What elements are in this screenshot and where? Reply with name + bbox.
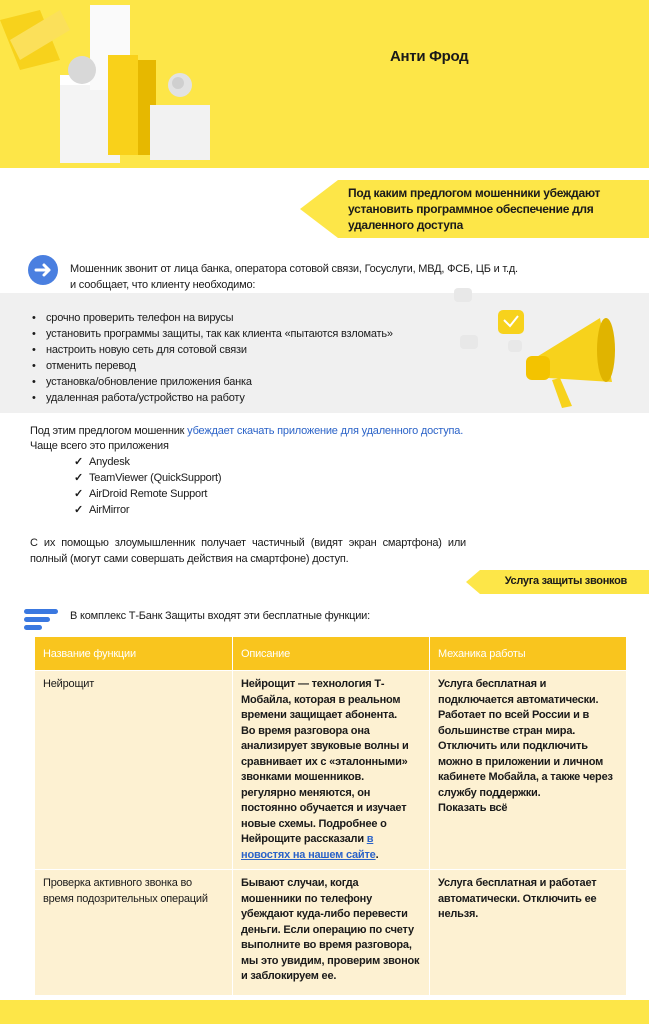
- header-band: [0, 0, 649, 168]
- cell-text: Услуга бесплатная и подключается автоматически. Работает по всей России и в большинстве стран мира. Отключить или подключить можно в приложении и личном кабинете Мобайла, а также через службу поддержки.: [438, 678, 613, 799]
- header-illustration: [0, 0, 240, 168]
- table-header-row: [35, 637, 627, 671]
- table-cell: Услуга бесплатная и работает автоматически. Отключить ее нельзя.: [430, 870, 627, 996]
- list-item: • отменить перевод: [32, 359, 452, 375]
- question-line-3: удаленного доступа: [348, 218, 463, 232]
- question-banner-text: [348, 185, 638, 233]
- table-row: [35, 870, 627, 996]
- pretext-highlight: убеждает скачать приложение для удаленного доступа.: [187, 425, 464, 437]
- list-item: • срочно проверить телефон на вирусы: [32, 311, 452, 327]
- intro-line-1: Мошенник звонит от лица банка, оператора сотовой связи, Госуслуги, МВД, ФСБ, ЦБ и т.д.: [70, 263, 518, 275]
- table-cell: Проверка активного звонка во время подозрительных операций: [35, 870, 233, 996]
- pretext-bullet-list: [32, 311, 452, 406]
- cell-text: Нейрощит — технология Т-Мобайла, которая в реальном времени защищает абонента.: [241, 678, 401, 721]
- footer-band: [0, 1000, 649, 1024]
- cell-text-end: .: [375, 848, 379, 861]
- service-banner-text: Услуга защиты звонков: [504, 575, 627, 587]
- question-line-2: установить программное обеспечение для: [348, 202, 594, 216]
- table-cell: [430, 671, 627, 870]
- apps-check-list: [74, 454, 221, 518]
- pretext-prefix: Под этим предлогом мошенник: [30, 425, 188, 437]
- access-paragraph: С их помощью злоумышленник получает частичный (видят экран смартфона) или полный (могут сами совершать действия на смартфоне) доступ.: [30, 537, 466, 565]
- column-header: Название функции: [35, 637, 233, 671]
- intro-line-2: и сообщает, что клиенту необходимо:: [70, 279, 256, 291]
- pretext-line-2: Чаще всего это приложения: [30, 440, 169, 452]
- megaphone-icon: [440, 280, 620, 420]
- service-banner: [466, 570, 649, 594]
- list-item: ✓ Anydesk: [74, 454, 221, 470]
- list-item: • настроить новую сеть для сотовой связи: [32, 343, 452, 359]
- cell-text: [241, 724, 421, 864]
- list-item: ✓ AirDroid Remote Support: [74, 486, 221, 502]
- column-header: Описание: [233, 637, 430, 671]
- question-line-1: Под каким предлогом мошенники убеждают: [348, 186, 601, 200]
- list-item: ✓ AirMirror: [74, 502, 221, 518]
- table-row: [35, 671, 627, 870]
- page-title: Анти Фрод: [390, 48, 469, 65]
- pretext-line-1: [30, 424, 470, 439]
- table-title: В комплекс Т-Банк Защиты входят эти бесплатные функции:: [70, 610, 370, 622]
- table-cell: [233, 671, 430, 870]
- cell-text-more: Во время разговора она анализирует звуковые волны и сравнивает их с «эталонными» звонками мошенников. регулярно меняются, он постоянно обучается и изучает новые схемы. Подробнее о Нейрощите рассказали: [241, 724, 409, 845]
- news-link[interactable]: в новостях на нашем сайте: [241, 833, 376, 861]
- pretext-paragraph: [30, 424, 470, 454]
- list-item: • установка/обновление приложения банка: [32, 375, 452, 391]
- table-cell: Нейрощит: [35, 671, 233, 870]
- table-cell: Бывают случаи, когда мошенники по телефону убеждают куда-либо перевести деньги. Если операцию по счету выполните во время разговора, мы это увидим, проверим звонок и заблокируем ее.: [233, 870, 430, 996]
- arrow-right-icon: [28, 255, 58, 285]
- show-all-link[interactable]: Показать всё: [438, 802, 508, 814]
- list-item: ✓ TeamViewer (QuickSupport): [74, 470, 221, 486]
- column-header: Механика работы: [430, 637, 627, 671]
- list-lines-icon: [22, 607, 62, 633]
- features-table: [34, 636, 627, 996]
- question-banner: [300, 180, 649, 238]
- list-item: • удаленная работа/устройство на работу: [32, 391, 452, 407]
- list-item: • установить программы защиты, так как клиента «пытаются взломать»: [32, 327, 452, 343]
